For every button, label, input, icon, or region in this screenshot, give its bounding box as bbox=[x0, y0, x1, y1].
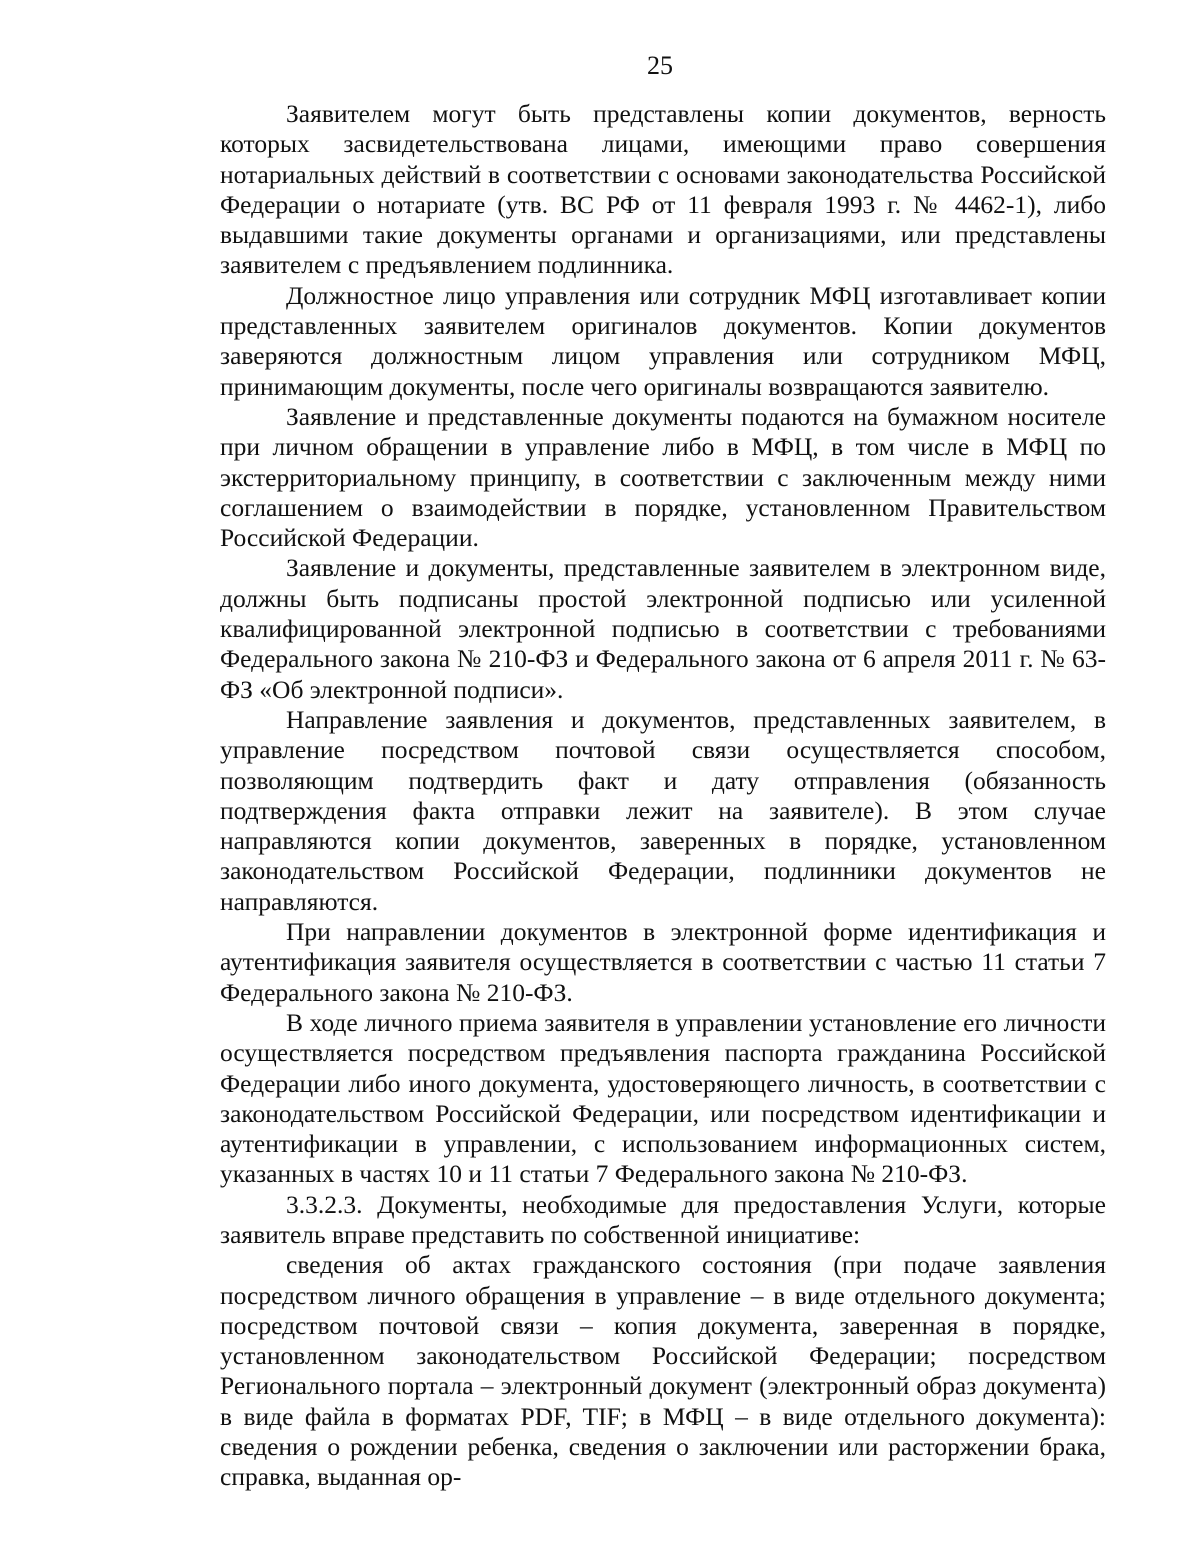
page-number: 25 bbox=[647, 51, 673, 80]
document-body bbox=[220, 99, 1106, 1493]
paragraph-section-3-3-2-3: 3.3.2.3. Документы, необходимые для предоставления Услуги, которые заявитель вправе представить по собственной инициативе: bbox=[220, 1189, 1106, 1249]
paragraph-electronic-signature: Заявление и документы, представленные заявителем в электронном виде, должны быть подписаны простой электронной подписью или усиленной квалифицированной электронной подписью в соответствии с требованиями Федерального закона № 210-ФЗ и Федерального закона от 6 апреля 2011 г. № 63-ФЗ «Об электронной подписи». bbox=[220, 553, 1106, 704]
paragraph-electronic-authentication: При направлении документов в электронной форме идентификация и аутентификация заявителя осуществляется в соответствии с частью 11 статьи 7 Федерального закона № 210-ФЗ. bbox=[220, 917, 1106, 1007]
paragraph-paper-submission: Заявление и представленные документы подаются на бумажном носителе при личном обращении в управление либо в МФЦ, в том числе в МФЦ по экстерриториальному принципу, в соответствии с заключенным между ними соглашением о взаимодействии в порядке, установленном Правительством Российской Федерации. bbox=[220, 401, 1106, 553]
paragraph-civil-status-records: сведения об актах гражданского состояния (при подаче заявления посредством личного обращения в управление – в виде отдельного документа; посредством почтовой связи – копия документа, заверенная в порядке, установленном законодательством Российской Федерации; посредством Регионального портала – электронный документ (электронный образ документа) в виде файла в форматах PDF, TIF; в МФЦ – в виде отдельного документа): сведения о рождении ребенка, сведения о заключении или расторжении брака, справка, выданная ор- bbox=[220, 1250, 1106, 1492]
paragraph-postal-submission: Направление заявления и документов, представленных заявителем, в управление посредством почтовой связи осуществляется способом, позволяющим подтвердить факт и дату отправления (обязанность подтверждения факта отправки лежит на заявителе). В этом случае направляются копии документов, заверенных в порядке, установленном законодательством Российской Федерации, подлинники документов не направляются. bbox=[220, 704, 1106, 916]
paragraph-mfc-copies: Должностное лицо управления или сотрудник МФЦ изготавливает копии представленных заявителем оригиналов документов. Копии документов заверяются должностным лицом управления или сотрудником МФЦ, принимающим документы, после чего оригиналы возвращаются заявителю. bbox=[220, 280, 1106, 401]
paragraph-copies-certified: Заявителем могут быть представлены копии документов, верность которых засвидетельствована лицами, имеющими право совершения нотариальных действий в соответствии с основами законодательства Российской Федерации о нотариате (утв. ВС РФ от 11 февраля 1993 г. № 4462-1), либо выдавшими такие документы органами и организациями, или представлены заявителем с предъявлением подлинника. bbox=[220, 99, 1106, 280]
paragraph-identity-verification: В ходе личного приема заявителя в управлении установление его личности осуществляется посредством предъявления паспорта гражданина Российской Федерации либо иного документа, удостоверяющего личность, в соответствии с законодательством Российской Федерации, или посредством идентификации и аутентификации в управлении, с использованием информационных систем, указанных в частях 10 и 11 статьи 7 Федерального закона № 210-ФЗ. bbox=[220, 1007, 1106, 1189]
